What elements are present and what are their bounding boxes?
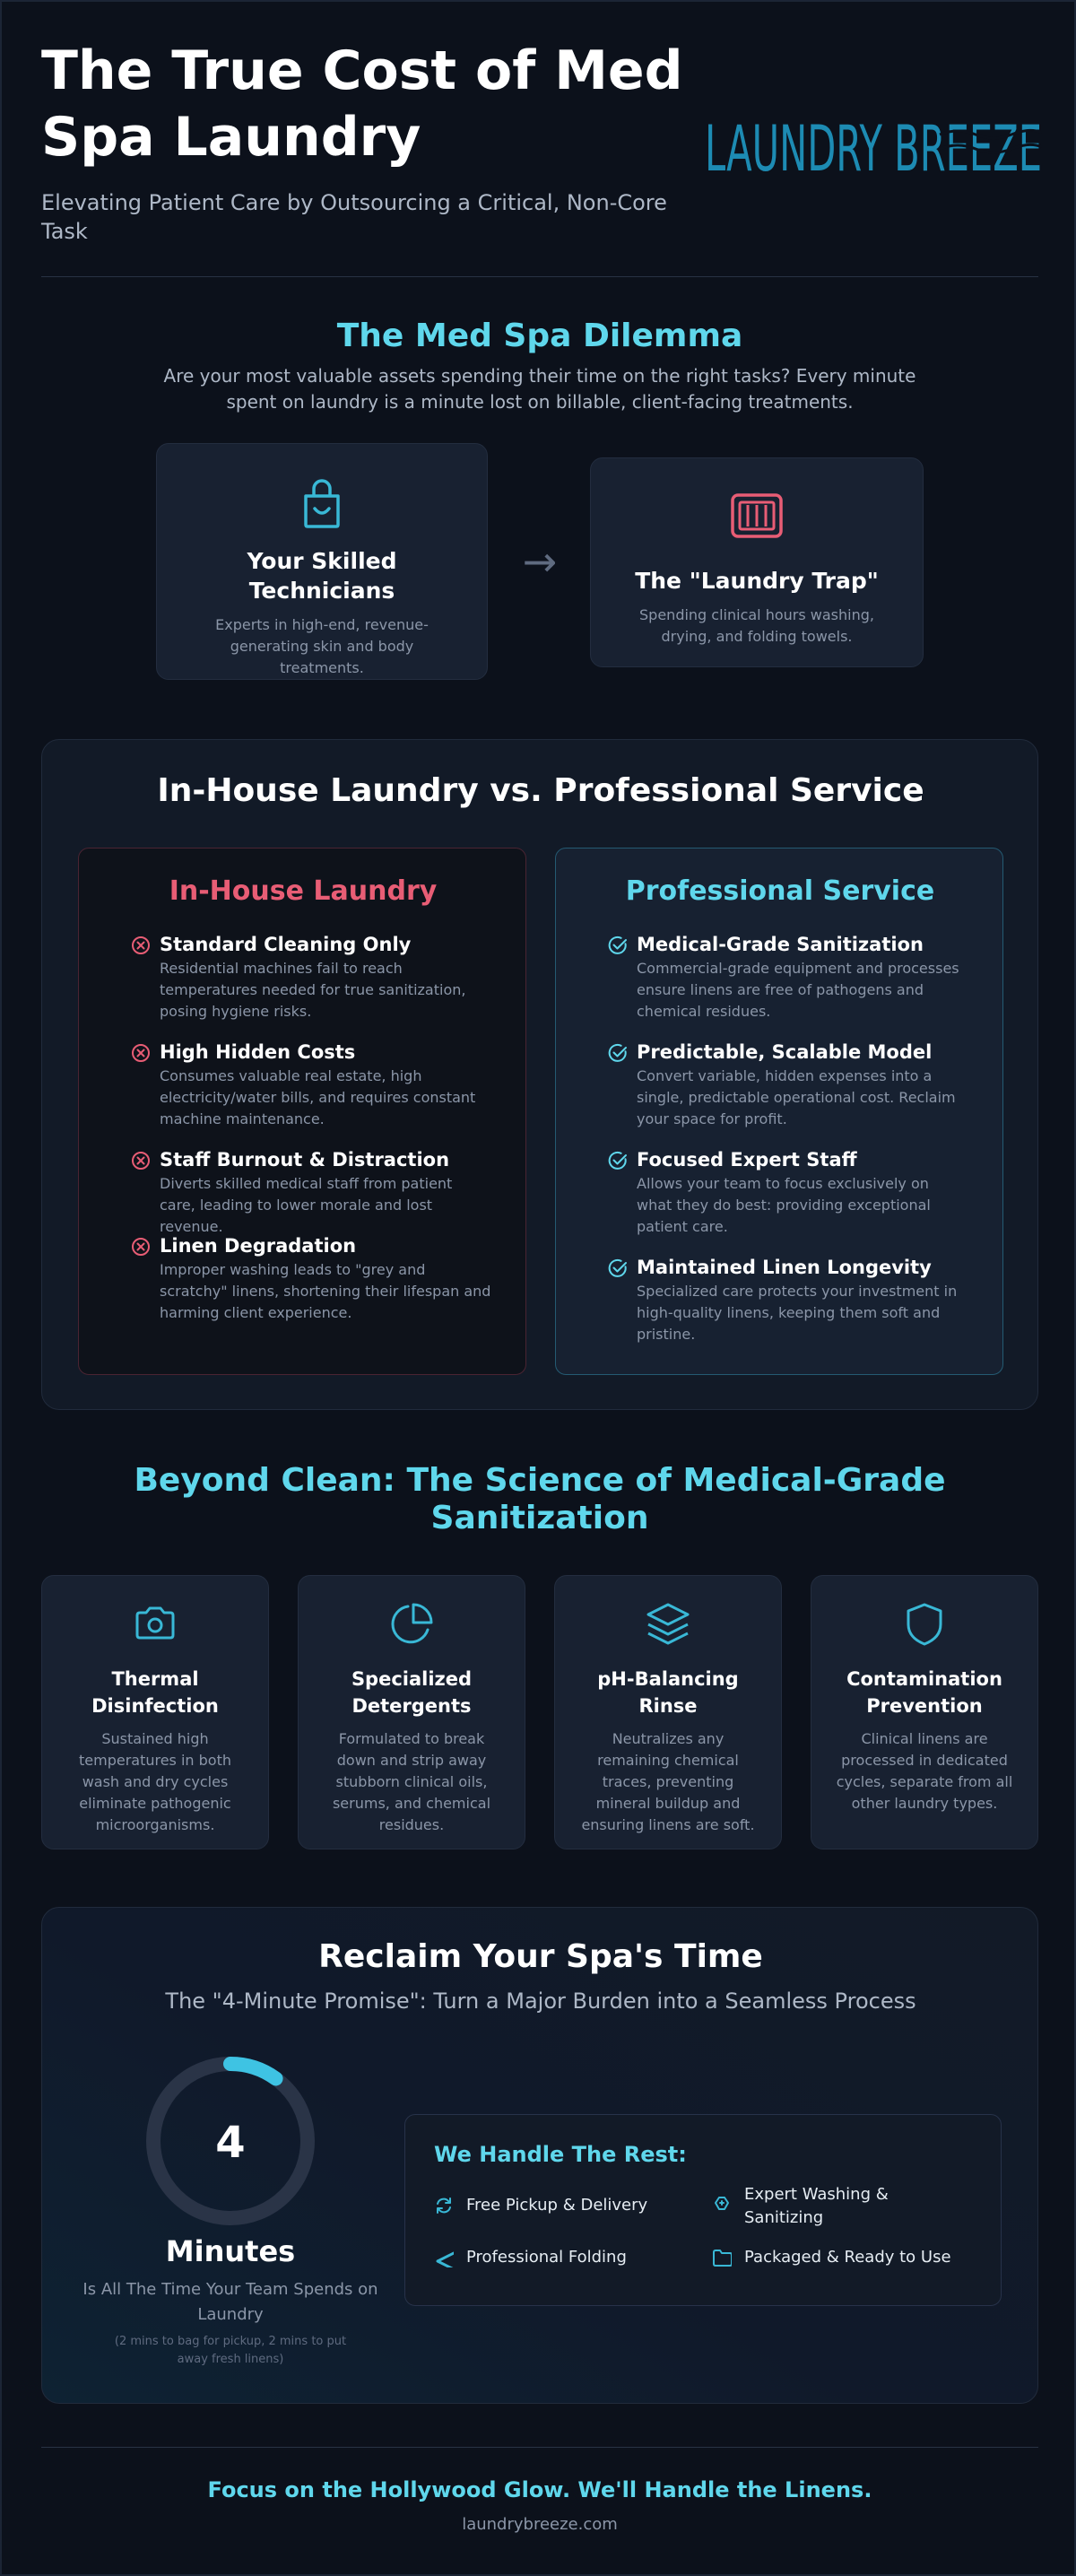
x-circle-icon xyxy=(131,1151,151,1171)
we-handle-box xyxy=(404,2114,1002,2306)
inhouse-item-title: Staff Burnout & Distraction xyxy=(160,1149,450,1171)
inhouse-item-desc: Improper washing leads to "grey and scratchy" linens, shortening their lifespan and harming client experience. xyxy=(160,1261,491,1321)
reclaim-subheading: The "4-Minute Promise": Turn a Major Burden into a Seamless Process xyxy=(165,1989,916,2014)
professional-item-desc: Convert variable, hidden expenses into a single, predictable operational cost. Reclaim your space for profit. xyxy=(637,1067,956,1127)
sanitization-card-desc: Clinical linens are processed in dedicated cycles, separate from all other laundry types. xyxy=(836,1730,1013,1812)
minutes-note: (2 mins to bag for pickup, 2 mins to put away fresh linens) xyxy=(114,2335,347,2366)
service-item-label: Free Pickup & Delivery xyxy=(466,2196,648,2215)
service-item xyxy=(712,2183,972,2230)
sparkle-icon xyxy=(712,2194,732,2217)
professional-item-title: Medical-Grade Sanitization xyxy=(637,934,924,955)
laundry-breeze-logo xyxy=(705,108,1042,179)
technicians-desc: Experts in high-end, revenue-generating skin and body treatments. xyxy=(215,616,429,676)
comparison-heading: In-House Laundry vs. Professional Service xyxy=(157,772,924,809)
check-circle-icon xyxy=(608,1258,628,1278)
inhouse-column xyxy=(78,848,526,1375)
sanitization-card-title: Contamination Prevention xyxy=(846,1668,1002,1717)
service-item-label: Packaged & Ready to Use xyxy=(744,2248,951,2267)
professional-item xyxy=(583,1040,968,1130)
gauge-number: 4 xyxy=(215,2118,246,2168)
sanitization-card xyxy=(298,1575,525,1849)
svg-text:LAUNDRY BREEZE: LAUNDRY BREEZE xyxy=(705,112,1042,179)
time-gauge xyxy=(141,2051,320,2231)
footer-website[interactable]: laundrybreeze.com xyxy=(462,2515,618,2534)
footer-tagline: Focus on the Hollywood Glow. We'll Handle the Linens. xyxy=(207,2477,872,2502)
inhouse-item-title: Linen Degradation xyxy=(160,1235,357,1257)
inhouse-item-title: Standard Cleaning Only xyxy=(160,934,412,955)
reclaim-heading: Reclaim Your Spa's Time xyxy=(318,1938,763,1975)
comparison-panel xyxy=(41,739,1038,1410)
shopping-bag-icon xyxy=(299,476,345,530)
technicians-title: Your Skilled Technicians xyxy=(247,548,397,604)
x-circle-icon xyxy=(131,1043,151,1063)
professional-item-title: Predictable, Scalable Model xyxy=(637,1041,933,1063)
layers-icon xyxy=(555,1601,781,1651)
professional-item-desc: Commercial-grade equipment and processes ensure linens are free of pathogens and chemical residues. xyxy=(637,960,959,1020)
professional-item-title: Focused Expert Staff xyxy=(637,1149,857,1171)
sanitization-card xyxy=(554,1575,782,1849)
professional-item-desc: Specialized care protects your investment in high-quality linens, keeping them soft and pristine. xyxy=(637,1283,958,1343)
page-subtitle: Elevating Patient Care by Outsourcing a Critical, Non-Core Task xyxy=(41,190,667,244)
pie-chart-icon xyxy=(299,1601,525,1651)
professional-item xyxy=(583,933,968,1023)
sanitization-card xyxy=(811,1575,1038,1849)
washing-machine-icon xyxy=(730,492,784,539)
sanitization-card xyxy=(41,1575,269,1849)
professional-item-title: Maintained Linen Longevity xyxy=(637,1257,932,1278)
sanitization-card-title: pH-Balancing Rinse xyxy=(597,1668,739,1717)
inhouse-heading: In-House Laundry xyxy=(169,875,438,907)
laundry-trap-desc: Spending clinical hours washing, drying, and folding towels. xyxy=(639,606,874,645)
check-circle-icon xyxy=(608,936,628,955)
dilemma-heading: The Med Spa Dilemma xyxy=(336,318,743,354)
inhouse-item-desc: Diverts skilled medical staff from patient care, leading to lower morale and lost revenue. xyxy=(160,1175,453,1235)
professional-column xyxy=(555,848,1003,1375)
camera-icon xyxy=(42,1601,268,1651)
x-circle-icon xyxy=(131,1237,151,1257)
inhouse-item-desc: Consumes valuable real estate, high electricity/water bills, and requires constant machine maintenance. xyxy=(160,1067,476,1127)
service-item-label: Expert Washing & Sanitizing xyxy=(744,2185,889,2227)
sanitization-card-desc: Sustained high temperatures in both wash and dry cycles eliminate pathogenic microorganisms. xyxy=(78,1730,232,1833)
inhouse-item xyxy=(106,1234,491,1324)
we-handle-heading: We Handle The Rest: xyxy=(434,2142,687,2167)
service-item-label: Professional Folding xyxy=(466,2248,627,2267)
sanitization-card-desc: Neutralizes any remaining chemical traces, preventing mineral buildup and ensuring linens are soft. xyxy=(581,1730,755,1833)
check-circle-icon xyxy=(608,1043,628,1063)
inhouse-item xyxy=(106,1040,491,1130)
header-divider xyxy=(41,276,1038,277)
service-item xyxy=(712,2246,972,2269)
sanitization-card-title: Specialized Detergents xyxy=(351,1668,473,1717)
sanitization-card-desc: Formulated to break down and strip away stubborn clinical oils, serums, and chemical residues. xyxy=(332,1730,491,1833)
folder-icon xyxy=(712,2248,732,2271)
inhouse-item xyxy=(106,933,491,1023)
page-title: The True Cost of Med Spa Laundry xyxy=(41,39,683,169)
footer-divider xyxy=(41,2447,1038,2448)
professional-heading: Professional Service xyxy=(625,875,935,907)
dilemma-lead: Are your most valuable assets spending their time on the right tasks? Every minute spent on laundry is a minute lost on billable, client-facing treatments. xyxy=(163,365,916,413)
laundry-trap-title: The "Laundry Trap" xyxy=(635,568,879,594)
sanitization-card-title: Thermal Disinfection xyxy=(91,1668,219,1717)
service-item xyxy=(434,2246,694,2269)
reclaim-panel xyxy=(41,1907,1038,2404)
professional-item xyxy=(583,1148,968,1238)
layers-icon xyxy=(434,2248,454,2271)
refresh-icon xyxy=(434,2196,454,2219)
x-circle-icon xyxy=(131,936,151,955)
inhouse-item xyxy=(106,1148,491,1238)
service-item xyxy=(434,2194,694,2217)
laundry-trap-card xyxy=(590,457,924,667)
technicians-card xyxy=(156,443,488,680)
professional-item-desc: Allows your team to focus exclusively on what they do best: providing exceptional patient care. xyxy=(637,1175,931,1235)
professional-item xyxy=(583,1256,968,1345)
inhouse-item-title: High Hidden Costs xyxy=(160,1041,356,1063)
shield-icon xyxy=(811,1601,1037,1651)
arrow-icon: → xyxy=(522,537,558,586)
minutes-caption: Is All The Time Your Team Spends on Laundry xyxy=(82,2280,378,2324)
check-circle-icon xyxy=(608,1151,628,1171)
inhouse-item-desc: Residential machines fail to reach temperatures needed for true sanitization, posing hygiene risks. xyxy=(160,960,466,1020)
minutes-label: Minutes xyxy=(165,2234,296,2268)
science-heading: Beyond Clean: The Science of Medical-Grade Sanitization xyxy=(134,1462,946,1536)
